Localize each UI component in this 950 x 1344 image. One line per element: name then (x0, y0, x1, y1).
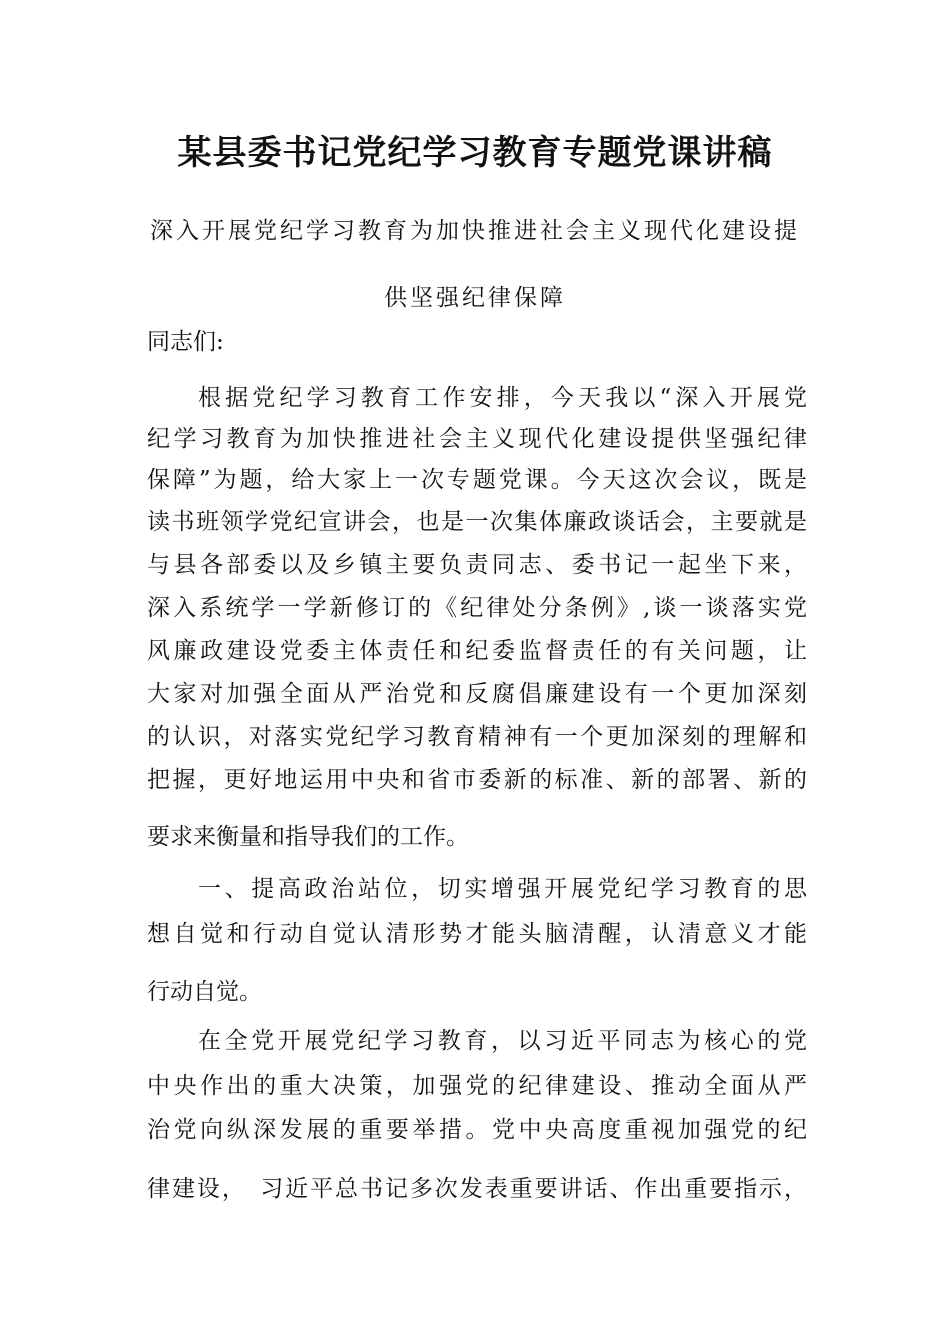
body-line: 与县各部委以及乡镇主要负责同志、委书记一起坐下来， (147, 552, 807, 578)
body-line: 纪学习教育为加快推进社会主义现代化建设提供坚强纪律 (147, 426, 807, 452)
body-line: 中央作出的重大决策，加强党的纪律建设、推动全面从严 (147, 1073, 807, 1099)
body-line: 治党向纵深发展的重要举措。党中央高度重视加强党的纪 (147, 1117, 807, 1143)
salutation: 同志们: (147, 329, 224, 355)
subtitle-line-2: 供坚强纪律保障 (384, 285, 566, 311)
body-line: 根据党纪学习教育工作安排，今天我以“深入开展党 (198, 385, 807, 411)
body-line: 大家对加强全面从严治党和反腐倡廉建设有一个更加深刻 (147, 681, 807, 707)
document-title: 某县委书记党纪学习教育专题党课讲稿 (177, 133, 773, 173)
body-line: 风廉政建设党委主体责任和纪委监督责任的有关问题，让 (147, 638, 807, 664)
body-line: 深入系统学一学新修订的《纪律处分条例》,谈一谈落实党 (147, 595, 807, 621)
body-line: 把握，更好地运用中央和省市委新的标准、新的部署、新的 (147, 767, 807, 793)
section-heading-line: 想自觉和行动自觉认清形势才能头脑清醒，认清意义才能 (147, 921, 807, 947)
section-heading-line: 行动自觉。 (147, 979, 262, 1005)
subtitle-line-1: 深入开展党纪学习教育为加快推进社会主义现代化建设提 (150, 218, 800, 244)
body-line: 律建设， 习近平总书记多次发表重要讲话、作出重要指示， (147, 1176, 807, 1202)
body-line: 的认识，对落实党纪学习教育精神有一个更加深刻的理解和 (147, 724, 807, 750)
body-line: 保障”为题，给大家上一次专题党课。今天这次会议，既是 (147, 467, 807, 493)
body-line: 读书班领学党纪宣讲会，也是一次集体廉政谈话会，主要就是 (147, 509, 807, 535)
body-line: 在全党开展党纪学习教育，以习近平同志为核心的党 (198, 1028, 807, 1054)
section-heading-line: 一、提高政治站位，切实增强开展党纪学习教育的思 (198, 876, 807, 902)
body-line: 要求来衡量和指导我们的工作。 (147, 824, 469, 850)
